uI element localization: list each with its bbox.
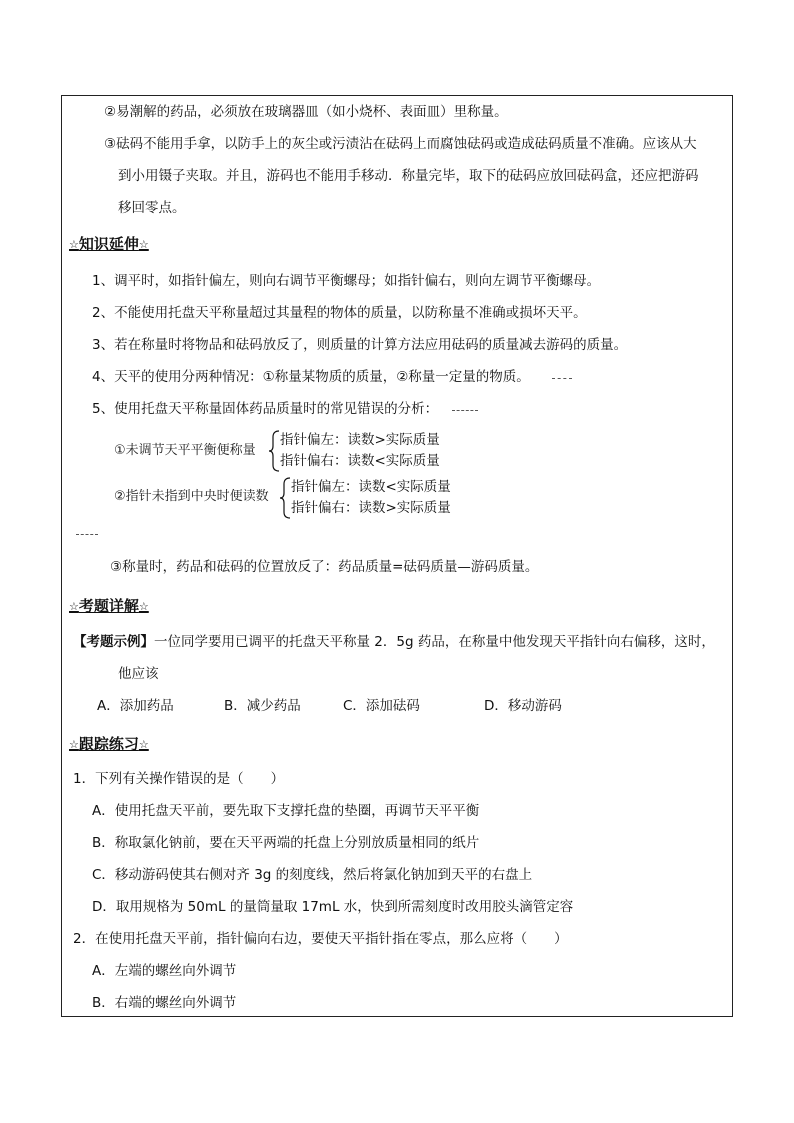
error-case-result: 指针偏左：读数>实际质量: [280, 432, 440, 448]
section-title: 知识延伸: [78, 235, 139, 253]
star-icon: ☆: [138, 738, 149, 751]
star-icon: ☆: [69, 238, 79, 251]
question-stem: 1．下列有关操作错误的是（ ）: [73, 771, 285, 787]
list-item: 5、使用托盘天平称量固体药品质量时的常见错误的分析：: [92, 401, 439, 417]
section-practice: [69, 734, 149, 755]
section-title: 考题详解: [78, 597, 139, 615]
answer-option: D．取用规格为 50mL 的量筒量取 17mL 水，快到所需刻度时改用胶头滴管定容: [92, 899, 574, 915]
example-text: 一位同学要用已调平的托盘天平称量 2．5g 药品，在称量中他发现天平指针向右偏移，这时，: [154, 634, 715, 650]
answer-option: C．添加砝码: [343, 698, 420, 714]
list-item: 4、天平的使用分两种情况：①称量某物质的质量，②称量一定量的物质。: [92, 369, 530, 385]
error-case-label: ①未调节天平平衡便称量: [114, 443, 256, 458]
answer-option: A．添加药品: [97, 698, 174, 714]
error-case-label: ②指针未指到中央时便读数: [114, 489, 269, 504]
example-tag: 【考题示例】: [73, 634, 154, 650]
note-weights-2: 到小用镊子夹取。并且，游码也不能用手移动．称量完毕，取下的砝码应放回砝码盒，还应把游码: [118, 168, 699, 184]
error-case-result: 指针偏右：读数<实际质量: [280, 453, 440, 469]
section-title: 跟踪练习: [78, 735, 139, 753]
note-weights-3: 移回零点。: [118, 200, 186, 216]
section-knowledge-extension: [69, 234, 149, 255]
error-case-result: 指针偏右：读数>实际质量: [291, 500, 451, 516]
section-exam-detail: [69, 596, 149, 617]
answer-option: D．移动游码: [484, 698, 562, 714]
star-icon: ☆: [69, 738, 79, 751]
question-stem: 2．在使用托盘天平前，指针偏向右边，要使天平指针指在零点，那么应将（ ）: [73, 931, 568, 947]
list-item: ③称量时，药品和砝码的位置放反了：药品质量=砝码质量—游码质量。: [110, 559, 539, 575]
star-icon: ☆: [138, 238, 149, 251]
list-item: 1、调平时，如指针偏左，则向右调节平衡螺母；如指针偏右，则向左调节平衡螺母。: [92, 273, 601, 289]
answer-option: B．右端的螺丝向外调节: [92, 995, 237, 1011]
answer-option: B．称取氯化钠前，要在天平两端的托盘上分别放质量相同的纸片: [92, 835, 480, 851]
example-question: [73, 633, 715, 651]
answer-option: A．左端的螺丝向外调节: [92, 963, 237, 979]
list-item: 3、若在称量时将物品和砝码放反了，则质量的计算方法应用砝码的质量减去游码的质量。: [92, 337, 628, 353]
example-question-cont: 他应该: [118, 666, 159, 682]
note-weights-1: ③砝码不能用手拿，以防手上的灰尘或污渍沾在砝码上而腐蚀砝码或造成砝码质量不准确。应该从大: [104, 136, 697, 152]
answer-option: B．减少药品: [224, 698, 301, 714]
list-item: 2、不能使用托盘天平称量超过其量程的物体的质量，以防称量不准确或损坏天平。: [92, 305, 587, 321]
brace-icon: [268, 430, 280, 472]
answer-option: C．移动游码使其右侧对齐 3g 的刻度线，然后将氯化钠加到天平的右盘上: [92, 867, 533, 883]
answer-option: A．使用托盘天平前，要先取下支撑托盘的垫圈，再调节天平平衡: [92, 803, 480, 819]
star-icon: ☆: [69, 600, 79, 613]
dotted-mark: [552, 378, 572, 379]
brace-icon: [279, 477, 291, 519]
dotted-mark: [76, 534, 98, 535]
error-case-result: 指针偏左：读数<实际质量: [291, 479, 451, 495]
dotted-mark: [452, 410, 478, 411]
star-icon: ☆: [138, 600, 149, 613]
note-hygroscopic: ②易潮解的药品，必须放在玻璃器皿（如小烧杯、表面皿）里称量。: [104, 104, 508, 120]
